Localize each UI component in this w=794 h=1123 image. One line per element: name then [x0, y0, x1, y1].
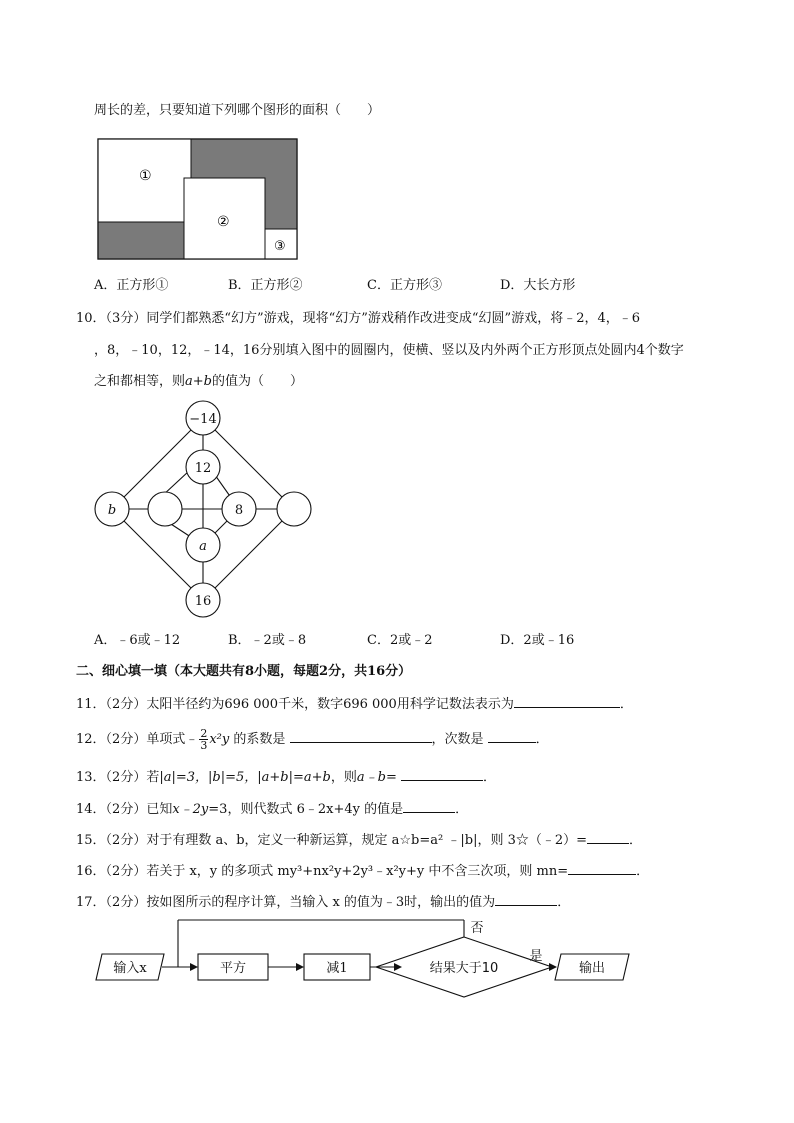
- circle-left-inner: [148, 492, 182, 526]
- label-3: ③: [274, 239, 286, 254]
- q15: 15．（2分）对于有理数 a、b，定义一种新运算，规定 a☆b=a² ﹣|b|，则 3☆（﹣2）= ．: [76, 833, 643, 848]
- q14-answer-blank: [403, 800, 455, 813]
- q9-option-d: D．大长方形: [500, 278, 576, 293]
- q9-stem: 周长的差，只要知道下列哪个图形的面积（ ）: [94, 103, 381, 118]
- q10-option-b: B．﹣2或﹣8: [228, 633, 307, 648]
- label-top: −14: [189, 412, 217, 427]
- label-2: ②: [217, 214, 230, 230]
- flow-yes-label: 是: [529, 949, 543, 964]
- q16-answer-blank: [568, 862, 636, 875]
- shaded-region-bottom: [98, 222, 192, 259]
- q13: 13．（2分）若|a|=3，|b|=5，|a+b|=a+b，则a﹣b= ．: [76, 770, 496, 785]
- q11-answer-blank: [514, 695, 620, 708]
- q9-option-b: B．正方形②: [228, 278, 303, 293]
- q12-degree-blank: [488, 730, 536, 743]
- circle-right: [277, 492, 311, 526]
- q10-line3: 之和都相等，则a+b的值为（ ）: [94, 374, 303, 389]
- q9-option-c: C．正方形③: [367, 278, 442, 293]
- q12: 12．（2分）单项式﹣ $\frac{2}{3}$ x²y 的系数是 ，次数是 ．: [76, 727, 549, 752]
- q16: 16．（2分）若关于 x，y 的多项式 my³+nx²y+2y³﹣x²y+y 中不含三次项，则 mn= ．: [76, 864, 650, 879]
- q15-answer-blank: [587, 831, 629, 844]
- q9-option-a: A．正方形①: [94, 278, 169, 293]
- q10-option-a: A．﹣6或﹣12: [94, 633, 181, 648]
- q10-magic-circle-figure: [90, 400, 320, 622]
- q12-coefficient-blank: [290, 730, 432, 743]
- label-a: a: [199, 539, 207, 554]
- label-inner-top: 12: [194, 461, 212, 476]
- q13-answer-blank: [401, 768, 483, 781]
- label-b: b: [107, 503, 117, 518]
- q17: 17．（2分）按如图所示的程序计算，当输入 x 的值为﹣3时，输出的值为 ．: [76, 895, 571, 910]
- q10-option-c: C．2或﹣2: [367, 633, 433, 648]
- q14: 14．（2分）已知x﹣2y=3，则代数式 6﹣2x+4y 的值是 ．: [76, 802, 469, 817]
- label-8: 8: [234, 503, 244, 518]
- flow-input-label: 输入x: [113, 961, 147, 976]
- flow-square-label: 平方: [219, 961, 247, 976]
- label-1: ①: [139, 168, 152, 184]
- q10-line1: 10．（3分）同学们都熟悉“幻方”游戏，现将“幻方”游戏稍作改进变成“幻圆”游戏，将﹣2，4，﹣6: [76, 311, 641, 326]
- label-bottom: 16: [194, 594, 212, 609]
- q11: 11．（2分）太阳半径约为696 000千米，数字696 000用科学记数法表示为 ．: [76, 697, 633, 712]
- q12-fraction: $\frac{2}{3}$: [200, 727, 208, 752]
- section-2-title: 二、细心填一填（本大题共有8小题，每题2分，共16分）: [76, 664, 412, 679]
- q10-line2: ，8，﹣10，12，﹣14，16分别填入图中的圆圈内，使横、竖以及内外两个正方形顶点处圆内4个数字: [94, 343, 684, 358]
- flow-minus-label: 减1: [326, 961, 348, 976]
- q10-option-d: D．2或﹣16: [500, 633, 575, 648]
- flow-decision-label: 结果大于10: [429, 961, 499, 976]
- q17-answer-blank: [495, 893, 557, 906]
- q17-flowchart: [92, 912, 642, 1002]
- q9-figure: [97, 138, 299, 262]
- flow-output-label: 输出: [578, 961, 606, 976]
- flow-no-label: 否: [470, 921, 484, 936]
